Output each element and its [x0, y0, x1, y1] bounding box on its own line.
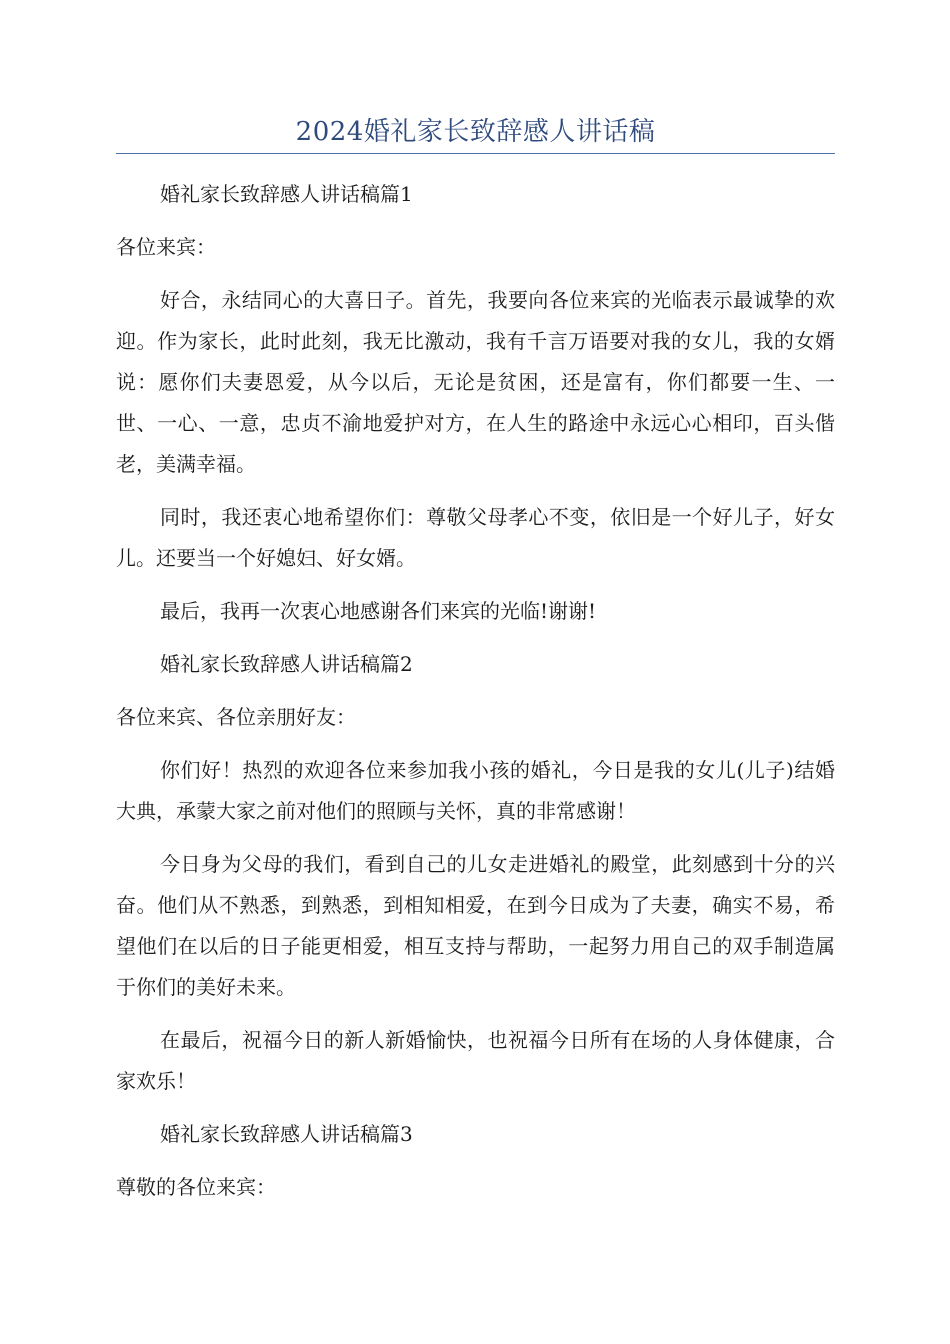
body-paragraph: 在最后，祝福今日的新人新婚愉快，也祝福今日所有在场的人身体健康，合家欢乐！: [116, 1028, 835, 1093]
salutation: 各位来宾：: [116, 235, 216, 259]
body-paragraph: 你们好！热烈的欢迎各位来参加我小孩的婚礼，今日是我的女儿(儿子)结婚大典，承蒙大家之前对他们的照顾与关怀，真的非常感谢！: [116, 758, 835, 823]
salutation: 各位来宾、各位亲朋好友：: [116, 705, 356, 729]
body-paragraph: 好合，永结同心的大喜日子。首先，我要向各位来宾的光临表示最诚挚的欢迎。作为家长，此时此刻，我无比激动，我有千言万语要对我的女儿，我的女婿说：愿你们夫妻恩爱，从今以后，无论是贫困，还是富有，你们都要一生、一世、一心、一意，忠贞不渝地爱护对方，在人生的路途中永远心心相印，百头偕老，美满幸福。: [116, 288, 835, 476]
section-heading: 婚礼家长致辞感人讲话稿篇2: [160, 652, 413, 676]
section-heading: 婚礼家长致辞感人讲话稿篇3: [160, 1122, 413, 1146]
salutation: 尊敬的各位来宾：: [116, 1175, 276, 1199]
body-paragraph: 最后，我再一次衷心地感谢各们来宾的光临!谢谢!: [160, 599, 597, 623]
body-paragraph: 同时，我还衷心地希望你们：尊敬父母孝心不变，依旧是一个好儿子，好女儿。还要当一个好媳妇、好女婿。: [116, 505, 835, 570]
section-heading: 婚礼家长致辞感人讲话稿篇1: [160, 182, 413, 206]
document-title: 2024婚礼家长致辞感人讲话稿: [295, 117, 656, 147]
body-paragraph: 今日身为父母的我们，看到自己的儿女走进婚礼的殿堂，此刻感到十分的兴奋。他们从不熟悉，到熟悉，到相知相爱，在到今日成为了夫妻，确实不易，希望他们在以后的日子能更相爱，相互支持与帮助，一起努力用自己的双手制造属于你们的美好未来。: [116, 852, 835, 999]
title-underline: [116, 153, 835, 154]
document-body: [116, 174, 835, 1220]
